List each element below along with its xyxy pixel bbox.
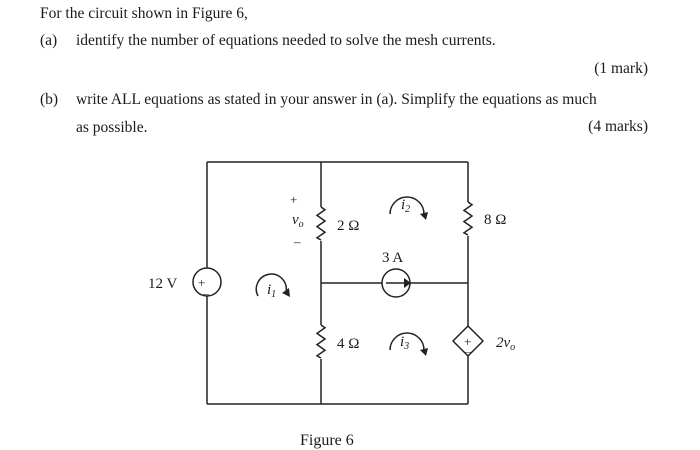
resistor-4-ohm (317, 325, 325, 358)
resistor-2-label: 2 Ω (337, 218, 360, 234)
mesh-label-i3: $i_3$ (400, 334, 410, 352)
figure-caption: Figure 6 (300, 432, 354, 449)
mesh-label-i2: $i_2$ (401, 197, 411, 215)
dependent-source-plus: + (464, 334, 472, 349)
voltage-source-minus: – (203, 286, 209, 300)
resistor-4-label: 4 Ω (337, 336, 360, 352)
part-b-marks: (4 marks) (588, 118, 648, 135)
intro-text: For the circuit shown in Figure 6, (40, 5, 248, 22)
vo-label: $v_o$ (292, 212, 304, 230)
voltage-source-plus: + (198, 275, 206, 290)
resistor-8-label: 8 Ω (484, 212, 507, 228)
part-b-label: (b) (40, 91, 59, 108)
part-a-label: (a) (40, 32, 58, 49)
part-b-text-line1: write ALL equations as stated in your answer in (a). Simplify the equations as much (76, 91, 597, 108)
part-b-text-line2: as possible. (76, 119, 148, 136)
dependent-source-label: $2v_o$ (496, 335, 516, 353)
resistor-2-ohm (317, 207, 325, 240)
dependent-source-minus: – (465, 346, 471, 358)
part-a-text: identify the number of equations needed to solve the mesh currents. (76, 32, 496, 49)
mesh-arrow-i3-head (420, 348, 428, 356)
mesh-arrow-i2-head (420, 212, 428, 220)
resistor-8-ohm (464, 202, 472, 235)
vo-minus: – (294, 234, 301, 249)
mesh-label-i1: $i_1$ (267, 282, 277, 300)
vo-plus: + (290, 192, 298, 207)
part-a-marks: (1 mark) (594, 60, 648, 77)
current-source-label: 3 A (382, 250, 404, 266)
voltage-source-label: 12 V (148, 276, 178, 292)
